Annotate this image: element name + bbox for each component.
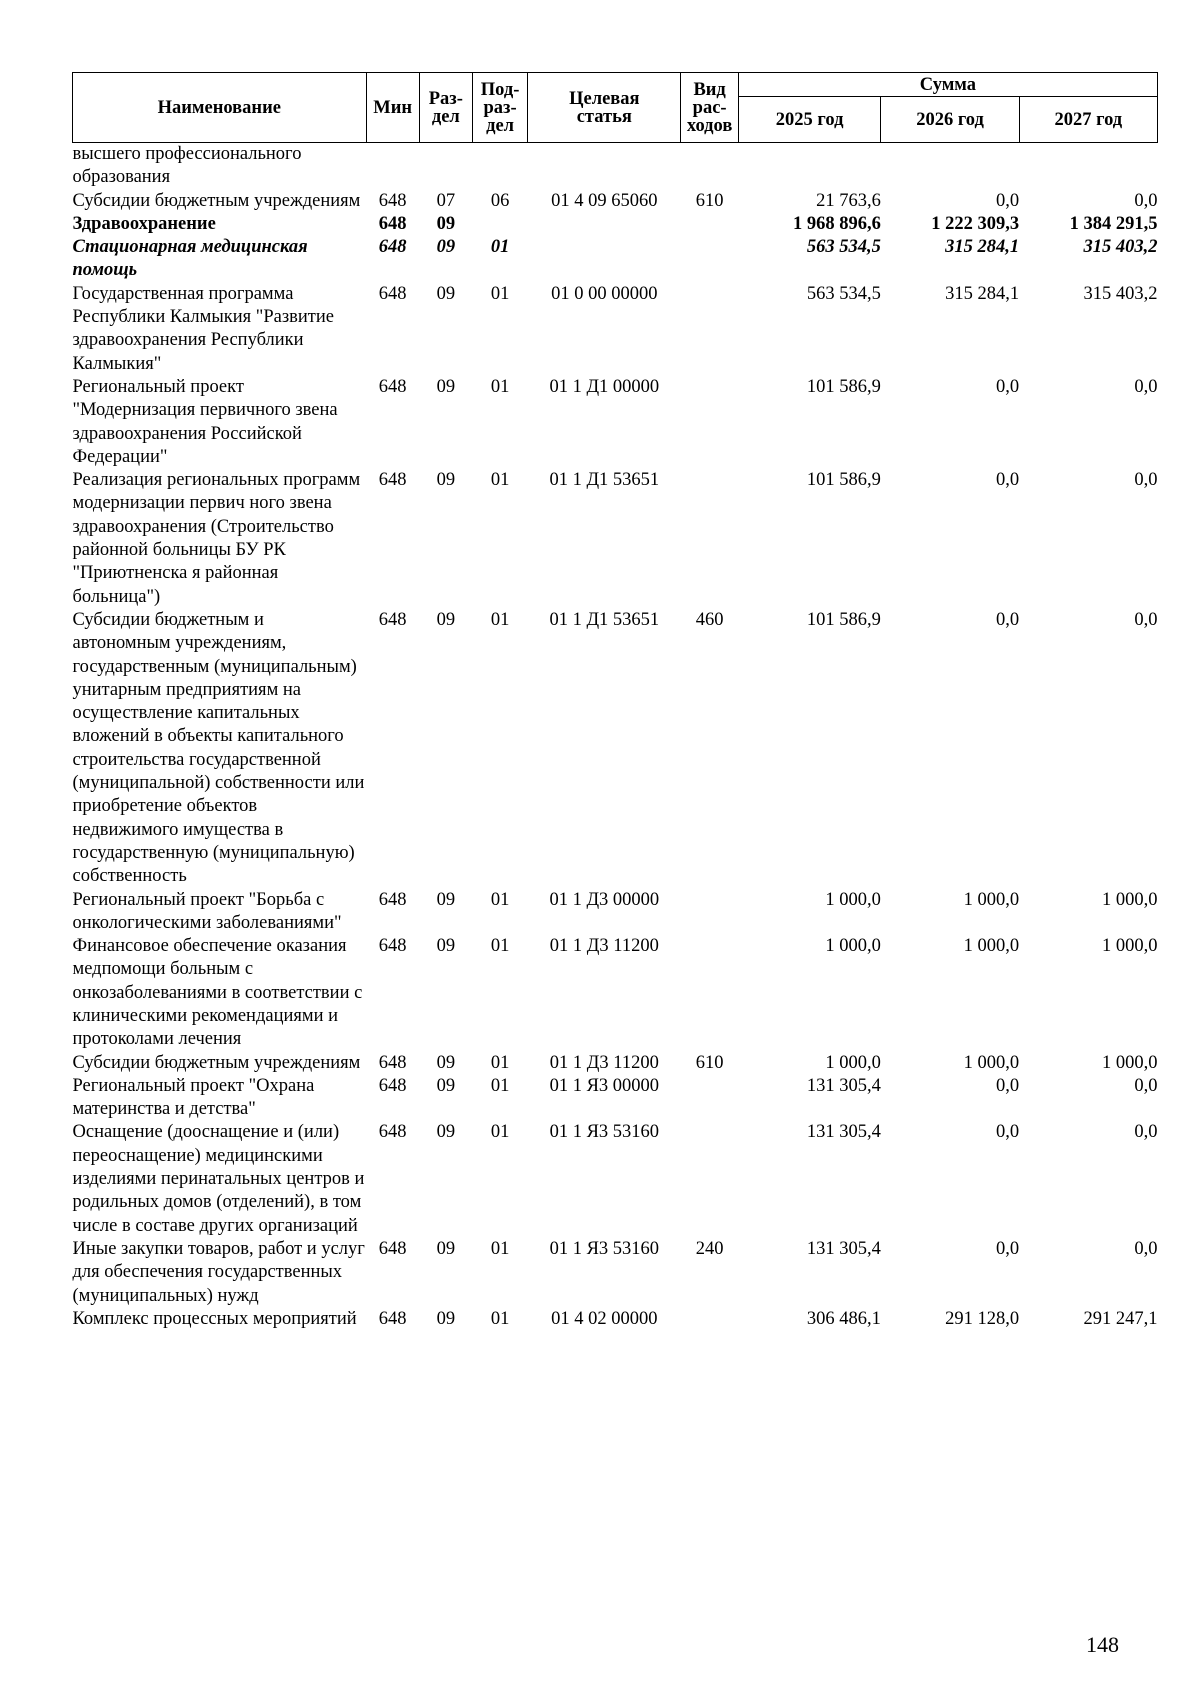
cell-podrazdel: 01 (490, 889, 510, 910)
table-row (73, 935, 1158, 1051)
cell-2025: 1 000,0 (825, 936, 881, 957)
cell-2026: 315 284,1 (945, 283, 1020, 304)
cell-vid (681, 143, 738, 190)
cell-podrazdel: 06 (490, 190, 510, 211)
cell-2026 (881, 143, 1019, 190)
cell-2025: 101 586,9 (806, 376, 881, 397)
cell-name: Субсидии бюджетным учреждениям (72, 1052, 361, 1073)
cell-razdel: 09 (436, 1075, 456, 1096)
cell-2026: 0,0 (996, 470, 1020, 491)
cell-target: 01 1 Д1 53651 (549, 609, 660, 630)
cell-2025: 1 000,0 (825, 889, 881, 910)
cell-vid (681, 889, 738, 936)
cell-razdel: 09 (436, 470, 456, 491)
cell-podrazdel: 01 (490, 936, 510, 957)
cell-2025: 1 968 896,6 (793, 213, 881, 234)
table-header (73, 73, 1158, 143)
cell-target (528, 143, 681, 190)
cell-2026: 0,0 (996, 1238, 1020, 1259)
table-row (73, 236, 1158, 283)
cell-podrazdel: 01 (490, 376, 510, 397)
cell-target (528, 236, 681, 283)
cell-podrazdel: 01 (490, 1075, 510, 1096)
cell-podrazdel: 01 (490, 1238, 510, 1259)
table-row (73, 143, 1158, 190)
cell-name: Субсидии бюджетным учреждениям (72, 190, 361, 211)
cell-name: Государственная программа Республики Калмыкия "Развитие здравоохранения Республики Калмыкия" (72, 283, 334, 374)
cell-vid (681, 469, 738, 609)
cell-razdel: 09 (436, 889, 456, 910)
cell-vid: 610 (695, 190, 724, 211)
table-row (73, 213, 1158, 236)
cell-vid: 460 (695, 609, 724, 630)
cell-podrazdel: 01 (490, 283, 510, 304)
cell-vid (681, 236, 738, 283)
cell-2027: 0,0 (1134, 470, 1158, 491)
header-razdel: Раз- дел (419, 73, 472, 143)
header-2027: 2027 год (1019, 97, 1157, 143)
cell-podrazdel: 01 (490, 1308, 510, 1329)
cell-min: 648 (378, 889, 407, 910)
cell-name: Региональный проект "Охрана материнства и детства" (72, 1075, 315, 1120)
table-row (73, 1075, 1158, 1122)
table-row (73, 1121, 1158, 1237)
cell-2025: 21 763,6 (816, 190, 881, 211)
cell-2026: 1 000,0 (963, 889, 1020, 910)
cell-2025: 101 586,9 (806, 609, 881, 630)
cell-vid (681, 1308, 738, 1331)
cell-min: 648 (378, 1122, 407, 1143)
cell-target: 01 1 Я3 00000 (549, 1075, 660, 1096)
cell-podrazdel (472, 143, 527, 190)
cell-razdel: 09 (436, 1122, 456, 1143)
cell-min: 648 (378, 609, 407, 630)
cell-podrazdel: 01 (490, 237, 510, 258)
cell-target (528, 213, 681, 236)
cell-2026: 0,0 (996, 190, 1020, 211)
cell-razdel: 09 (436, 1052, 456, 1073)
cell-2027: 0,0 (1134, 609, 1158, 630)
cell-2025: 131 305,4 (806, 1238, 881, 1259)
cell-podrazdel (472, 213, 527, 236)
cell-razdel: 09 (436, 609, 456, 630)
cell-razdel: 09 (436, 376, 456, 397)
cell-2027: 315 403,2 (1083, 237, 1158, 258)
cell-2027: 1 384 291,5 (1069, 213, 1158, 234)
cell-podrazdel: 01 (490, 609, 510, 630)
cell-min: 648 (378, 936, 407, 957)
cell-2027: 0,0 (1134, 1238, 1158, 1259)
cell-2026: 315 284,1 (945, 237, 1020, 258)
cell-2026: 0,0 (996, 1122, 1020, 1143)
cell-min: 648 (378, 1052, 407, 1073)
cell-razdel: 09 (436, 1238, 456, 1259)
cell-razdel: 07 (436, 190, 456, 211)
cell-razdel (419, 143, 472, 190)
budget-table (72, 72, 1158, 1331)
cell-2025: 306 486,1 (806, 1308, 881, 1329)
cell-razdel: 09 (436, 936, 456, 957)
cell-name: Здравоохранение (72, 213, 216, 234)
cell-target: 01 4 09 65060 (551, 190, 658, 211)
cell-razdel: 09 (436, 283, 456, 304)
cell-target: 01 1 Д3 00000 (549, 889, 660, 910)
cell-2027: 0,0 (1134, 1075, 1158, 1096)
cell-2026: 1 000,0 (963, 1052, 1020, 1073)
cell-name: Субсидии бюджетным и автономным учреждениям, государственным (муниципальным) унитарным предприятиям на осуществление капитальных вложений в объекты капитального строительства государственной (муниципальной) собственности или приобретение объектов недвижимого имущества в государственную (муниципальную) собственность (72, 609, 365, 887)
cell-2027: 1 000,0 (1102, 936, 1158, 957)
table-row (73, 283, 1158, 376)
cell-name: Финансовое обеспечение оказания медпомощи больным с онкозаболеваниями в соответствии с клиническими рекомендациями и протоколами лечения (72, 936, 363, 1050)
cell-2027: 0,0 (1134, 190, 1158, 211)
cell-podrazdel: 01 (490, 1122, 510, 1143)
header-2025: 2025 год (738, 97, 881, 143)
header-2026: 2026 год (881, 97, 1019, 143)
cell-2026: 291 128,0 (945, 1308, 1020, 1329)
cell-2025: 101 586,9 (806, 470, 881, 491)
cell-2025 (738, 143, 881, 190)
cell-2027: 0,0 (1134, 1122, 1158, 1143)
cell-min: 648 (378, 1075, 407, 1096)
cell-podrazdel: 01 (490, 1052, 510, 1073)
cell-name: Региональный проект "Модернизация первичного звена здравоохранения Российской Федерации" (72, 376, 338, 467)
table-row (73, 376, 1158, 469)
cell-min: 648 (378, 470, 407, 491)
header-vid: Вид рас- ходов (681, 73, 738, 143)
table-row (73, 1052, 1158, 1075)
cell-min (366, 143, 419, 190)
cell-target: 01 1 Д3 11200 (549, 1052, 659, 1073)
table-row (73, 469, 1158, 609)
cell-vid (681, 213, 738, 236)
table-row (73, 889, 1158, 936)
cell-podrazdel: 01 (490, 470, 510, 491)
cell-target: 01 0 00 00000 (551, 283, 658, 304)
cell-2027: 1 000,0 (1102, 889, 1158, 910)
cell-target: 01 4 02 00000 (551, 1308, 658, 1329)
cell-vid (681, 283, 738, 376)
header-sum: Сумма (738, 73, 1157, 97)
header-podrazdel: Под- раз- дел (472, 73, 527, 143)
cell-vid (681, 376, 738, 469)
cell-vid (681, 1075, 738, 1122)
cell-min: 648 (378, 237, 407, 258)
header-target: Целевая статья (528, 73, 681, 143)
cell-2026: 0,0 (996, 1075, 1020, 1096)
cell-name: Иные закупки товаров, работ и услуг для обеспечения государственных (муниципальных) нужд (72, 1238, 365, 1306)
cell-target: 01 1 Д3 11200 (549, 936, 659, 957)
cell-2025: 563 534,5 (806, 283, 881, 304)
cell-vid: 240 (695, 1238, 724, 1259)
cell-razdel: 09 (436, 213, 456, 234)
cell-min: 648 (378, 213, 407, 234)
cell-razdel: 09 (436, 237, 456, 258)
cell-min: 648 (378, 1238, 407, 1259)
cell-min: 648 (378, 376, 407, 397)
cell-name: Оснащение (дооснащение и (или) переоснащение) медицинскими изделиями перинатальных центров и родильных домов (отделений), в том числе в составе других организаций (72, 1122, 365, 1236)
cell-vid (681, 1121, 738, 1237)
cell-2025: 1 000,0 (825, 1052, 881, 1073)
table-row (73, 190, 1158, 213)
cell-target: 01 1 Д1 53651 (549, 470, 660, 491)
table-row (73, 1308, 1158, 1331)
cell-target: 01 1 Я3 53160 (549, 1122, 660, 1143)
cell-2025: 131 305,4 (806, 1075, 881, 1096)
cell-name: Реализация региональных программ модернизации первич ного звена здравоохранения (Строительство районной больницы БУ РК "Приютненска я районная больница") (72, 470, 361, 607)
cell-2025: 563 534,5 (806, 237, 881, 258)
cell-2027: 291 247,1 (1083, 1308, 1158, 1329)
table-row (73, 1238, 1158, 1308)
cell-2025: 131 305,4 (806, 1122, 881, 1143)
table-row (73, 609, 1158, 889)
cell-min: 648 (378, 1308, 407, 1329)
cell-2027: 315 403,2 (1083, 283, 1158, 304)
cell-name: Региональный проект "Борьба с онкологическими заболеваниями" (72, 889, 342, 933)
header-name: Наименование (73, 73, 367, 143)
cell-razdel: 09 (436, 1308, 456, 1329)
cell-2026: 0,0 (996, 609, 1020, 630)
cell-2027: 0,0 (1134, 376, 1158, 397)
cell-2027: 1 000,0 (1102, 1052, 1158, 1073)
cell-name: Комплекс процессных мероприятий (72, 1308, 357, 1329)
cell-name: высшего профессионального образования (72, 144, 302, 188)
page-number: 148 (1086, 1632, 1119, 1657)
cell-vid (681, 935, 738, 1051)
cell-target: 01 1 Я3 53160 (549, 1238, 660, 1259)
cell-2026: 1 222 309,3 (931, 213, 1020, 234)
cell-name: Стационарная медицинская помощь (72, 237, 308, 281)
cell-2027 (1019, 143, 1157, 190)
cell-min: 648 (378, 283, 407, 304)
header-min: Мин (366, 73, 419, 143)
cell-2026: 1 000,0 (963, 936, 1020, 957)
cell-vid: 610 (695, 1052, 724, 1073)
cell-target: 01 1 Д1 00000 (549, 376, 660, 397)
cell-min: 648 (378, 190, 407, 211)
table-body (73, 143, 1158, 1332)
cell-2026: 0,0 (996, 376, 1020, 397)
